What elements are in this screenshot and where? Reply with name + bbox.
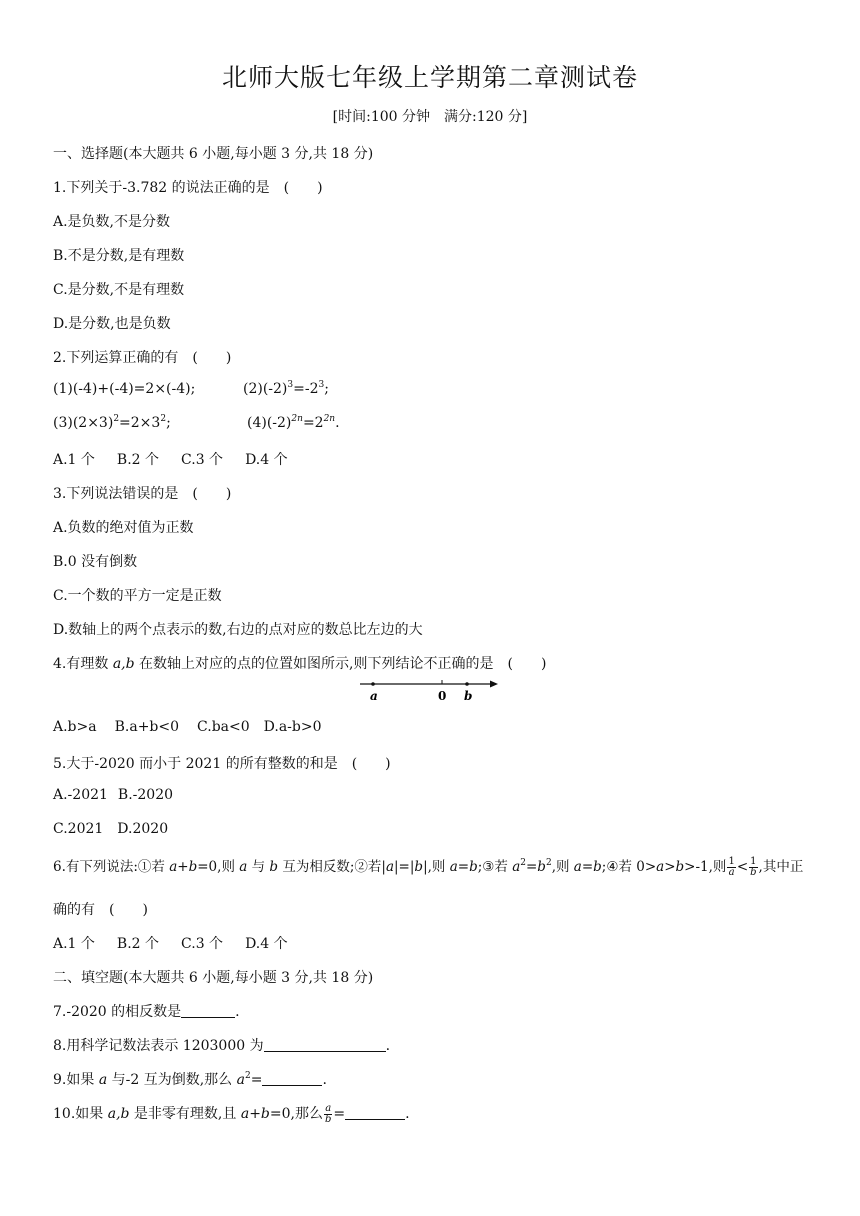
question-6-option-c: C.3 个	[181, 936, 224, 952]
point-b-dot	[465, 682, 469, 686]
fraction-a-over-b: $\frac{a}{b}$	[324, 1102, 332, 1125]
fraction-one-over-b: $\frac{1}{b}$	[750, 856, 757, 878]
question-1-option-c: C.是分数,不是有理数	[53, 282, 185, 298]
question-2-option-d: D.4 个	[245, 452, 288, 468]
question-1-option-d: D.是分数,也是负数	[53, 316, 171, 332]
question-3-option-b: B.0 没有倒数	[53, 554, 138, 570]
section-1-heading: 一、选择题(本大题共 6 小题,每小题 3 分,共 18 分)	[53, 146, 374, 162]
fraction-one-over-a: $\frac{1}{a}$	[728, 856, 735, 878]
question-4-option-c: C.ba<0	[197, 719, 250, 735]
question-7: 7.-2020 的相反数是 .	[53, 1004, 240, 1020]
number-line-arrow-icon	[490, 681, 498, 688]
answer-blank[interactable]	[345, 1105, 405, 1120]
question-5-stem: 5.大于-2020 而小于 2021 的所有整数的和是 ( )	[53, 756, 391, 772]
question-6-option-a: A.1 个	[53, 936, 95, 952]
point-b-label: b	[464, 689, 473, 703]
question-10: 10.如果 a,b 是非零有理数,且 a+b=0,那么 $\frac{a}{b}$ = .	[53, 1102, 410, 1125]
question-4-stem: 4.有理数 a,b 在数轴上对应的点的位置如图所示,则下列结论不正确的是 ( )	[53, 656, 547, 672]
question-5-option-b: B.-2020	[117, 787, 174, 803]
number-line-svg	[358, 675, 508, 705]
question-2-stem: 2.下列运算正确的有 ( )	[53, 350, 232, 366]
question-2-option-a: A.1 个	[53, 452, 95, 468]
point-a-label: a	[370, 689, 378, 703]
origin-label: 0	[438, 689, 447, 703]
answer-blank[interactable]	[181, 1003, 235, 1018]
point-a-dot	[371, 682, 375, 686]
question-2-item-2: $(2)(-2)^3=-2^3$;	[243, 380, 329, 397]
question-6-options	[53, 933, 310, 953]
question-4-option-d: D.a-b>0	[263, 719, 322, 735]
answer-blank[interactable]	[262, 1071, 322, 1086]
question-2-item-1: (1)(-4)+(-4)=2×(-4);	[53, 381, 196, 397]
question-2-option-c: C.3 个	[181, 452, 224, 468]
number-line-figure	[358, 675, 508, 709]
question-2-options	[53, 449, 310, 469]
question-6-option-b: B.2 个	[116, 936, 160, 952]
answer-blank[interactable]	[264, 1037, 386, 1052]
question-1-option-a: A.是负数,不是分数	[53, 214, 171, 230]
question-1-stem: 1.下列关于-3.782 的说法正确的是 ( )	[53, 180, 323, 196]
question-9: 9.如果 a 与-2 互为倒数,那么 $a^2=$ .	[53, 1071, 327, 1088]
question-3-stem: 3.下列说法错误的是 ( )	[53, 486, 232, 502]
question-3-option-a: A.负数的绝对值为正数	[53, 520, 194, 536]
page-title: 北师大版七年级上学期第二章测试卷	[221, 63, 638, 92]
question-5-option-d: D.2020	[117, 821, 169, 837]
question-4-option-b: B.a+b<0	[114, 719, 180, 735]
question-2-option-b: B.2 个	[116, 452, 160, 468]
question-3-option-c: C.一个数的平方一定是正数	[53, 588, 222, 604]
question-2-item-3: $(3)(2\times 3)^2=2\times 3^2$;	[53, 414, 171, 431]
question-5-option-a: A.-2021	[53, 787, 108, 803]
question-1-option-b: B.不是分数,是有理数	[53, 248, 185, 264]
exam-info: [时间:100 分钟 满分:120 分]	[332, 109, 528, 125]
question-4-option-a: A.b>a	[53, 719, 97, 735]
question-4-options	[53, 719, 344, 735]
question-5-options-row-1	[53, 787, 195, 803]
question-6-option-d: D.4 个	[245, 936, 288, 952]
question-3-option-d: D.数轴上的两个点表示的数,右边的点对应的数总比左边的大	[53, 622, 423, 638]
question-5-options-row-2	[53, 821, 190, 837]
question-5-option-c: C.2021	[53, 821, 104, 837]
section-2-heading: 二、填空题(本大题共 6 小题,每小题 3 分,共 18 分)	[53, 970, 374, 986]
question-8: 8.用科学记数法表示 1203000 为 .	[53, 1038, 391, 1054]
question-6-stem-line-1: 6.有下列说法:①若 a+b=0,则 a 与 b 互为相反数;②若|a|=|b|,则 a=b;③若 $a^2=b^2$,则 a=b;④若 0>a>b>-1,则 $\frac{1}{a}$ < $\frac{1}{b}$ ,其中正	[53, 856, 804, 878]
question-2-item-4: $(4)(-2)^{2n}=2^{2n}$.	[247, 414, 340, 431]
question-6-stem-line-2: 确的有 ( )	[53, 902, 148, 918]
